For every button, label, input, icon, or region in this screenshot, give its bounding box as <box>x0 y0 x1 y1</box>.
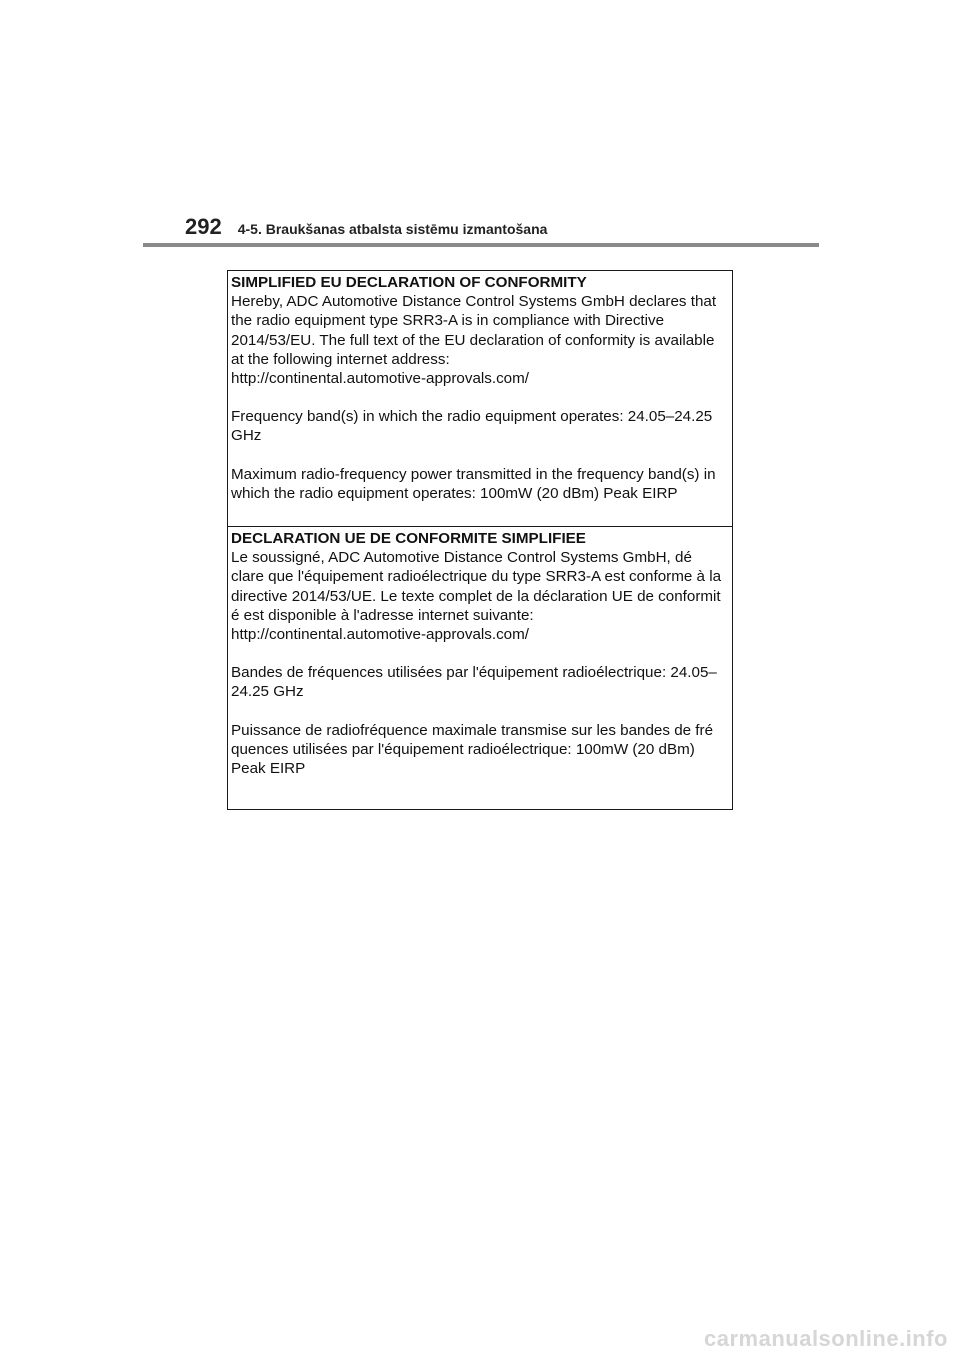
text-line: Bandes de fréquences utilisées par l'équipement radioélectrique: 24.05– <box>231 664 717 682</box>
declaration-fr-url: http://continental.automotive-approvals.com/ <box>231 626 530 644</box>
declaration-en-url: http://continental.automotive-approvals.com/ <box>231 370 530 388</box>
text-line: Frequency band(s) in which the radio equipment operates: 24.05–24.25 <box>231 408 713 426</box>
text-line: GHz <box>231 427 262 445</box>
declaration-en <box>228 271 732 527</box>
declaration-fr-title: DECLARATION UE DE CONFORMITE SIMPLIFIEE <box>231 530 586 547</box>
declaration-fr <box>228 527 732 809</box>
declaration-en-intro <box>231 292 728 388</box>
text-line: the radio equipment type SRR3-A is in compliance with Directive <box>231 312 665 330</box>
declaration-box <box>227 270 733 810</box>
declaration-en-title: SIMPLIFIED EU DECLARATION OF CONFORMITY <box>231 274 587 291</box>
page-header <box>185 214 547 244</box>
page-number: 292 <box>185 214 222 239</box>
text-line: Hereby, ADC Automotive Distance Control Systems GmbH declares that <box>231 293 717 311</box>
header-divider <box>143 243 819 247</box>
text-line: Peak EIRP <box>231 760 306 778</box>
text-line: quences utilisées par l'équipement radioélectrique: 100mW (20 dBm) <box>231 740 695 758</box>
text-line: 24.25 GHz <box>231 683 304 701</box>
declaration-en-frequency <box>231 407 728 445</box>
text-line: Le soussigné, ADC Automotive Distance Control Systems GmbH, dé <box>231 549 692 567</box>
text-line: which the radio equipment operates: 100mW (20 dBm) Peak EIRP <box>231 484 678 502</box>
declaration-fr-frequency <box>231 663 728 701</box>
text-line: Puissance de radiofréquence maximale transmise sur les bandes de fré <box>231 721 714 739</box>
text-line: clare que l'équipement radioélectrique du type SRR3-A est conforme à la <box>231 568 722 586</box>
text-line: at the following internet address: <box>231 350 450 368</box>
declaration-fr-intro <box>231 548 728 644</box>
text-line: 2014/53/EU. The full text of the EU declaration of conformity is available <box>231 331 715 349</box>
section-title: 4-5. Braukšanas atbalsta sistēmu izmantošana <box>237 221 548 237</box>
text-line: Maximum radio-frequency power transmitted in the frequency band(s) in <box>231 465 716 483</box>
text-line: é est disponible à l'adresse internet suivante: <box>231 606 534 624</box>
text-line: directive 2014/53/UE. Le texte complet de la déclaration UE de conformit <box>231 587 721 605</box>
declaration-fr-power <box>231 721 728 779</box>
watermark: carmanualsonline.info <box>704 1326 948 1351</box>
declaration-en-power <box>231 465 728 503</box>
